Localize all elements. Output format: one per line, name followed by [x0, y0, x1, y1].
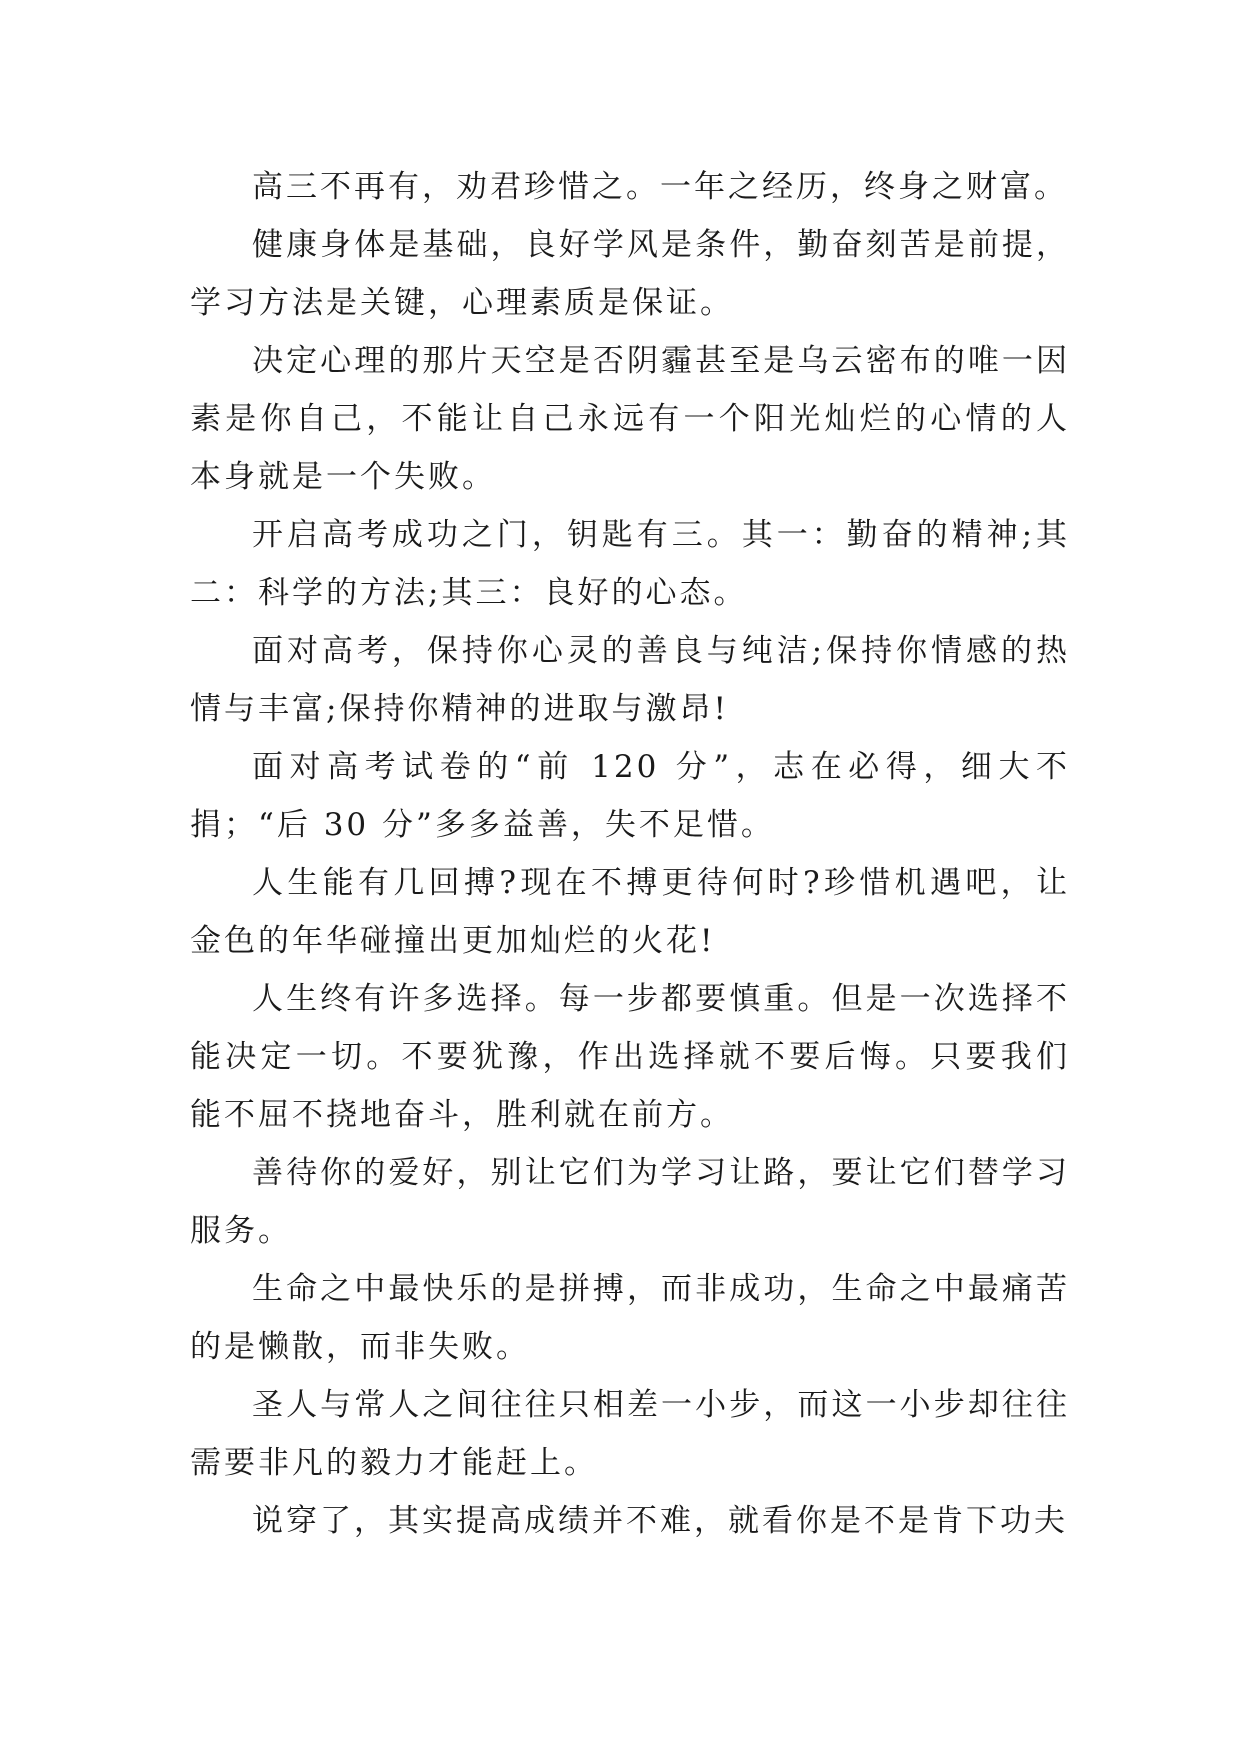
- paragraph-12: 说穿了，其实提高成绩并不难，就看你是不是肯下功夫: [252, 1503, 1068, 1539]
- paragraph-11: 圣人与常人之间往往只相差一小步，而这一小步却往往需要非凡的毅力才能赶上。: [190, 1387, 1070, 1481]
- document-page: [190, 158, 1070, 1550]
- paragraph-2: 健康身体是基础，良好学风是条件，勤奋刻苦是前提，学习方法是关键，心理素质是保证。: [190, 227, 1070, 321]
- paragraph-10: 生命之中最快乐的是拼搏，而非成功，生命之中最痛苦的是懒散，而非失败。: [190, 1271, 1070, 1365]
- paragraph-8: 人生终有许多选择。每一步都要慎重。但是一次选择不能决定一切。不要犹豫，作出选择就不要后悔。只要我们能不屈不挠地奋斗，胜利就在前方。: [190, 981, 1070, 1133]
- paragraph-4: 开启高考成功之门，钥匙有三。其一：勤奋的精神;其二：科学的方法;其三：良好的心态。: [190, 517, 1070, 611]
- paragraph-9: 善待你的爱好，别让它们为学习让路，要让它们替学习服务。: [190, 1155, 1070, 1249]
- paragraph-5: 面对高考，保持你心灵的善良与纯洁;保持你情感的热情与丰富;保持你精神的进取与激昂!: [190, 633, 1070, 727]
- paragraph-3: 决定心理的那片天空是否阴霾甚至是乌云密布的唯一因素是你自己，不能让自己永远有一个阳光灿烂的心情的人本身就是一个失败。: [190, 343, 1070, 495]
- paragraph-1: 高三不再有，劝君珍惜之。一年之经历，终身之财富。: [252, 169, 1068, 205]
- paragraph-6: 面对高考试卷的“前 120 分”，志在必得，细大不捐；“后 30 分”多多益善，失不足惜。: [190, 749, 1070, 843]
- paragraph-7: 人生能有几回搏?现在不搏更待何时?珍惜机遇吧，让金色的年华碰撞出更加灿烂的火花!: [190, 865, 1070, 959]
